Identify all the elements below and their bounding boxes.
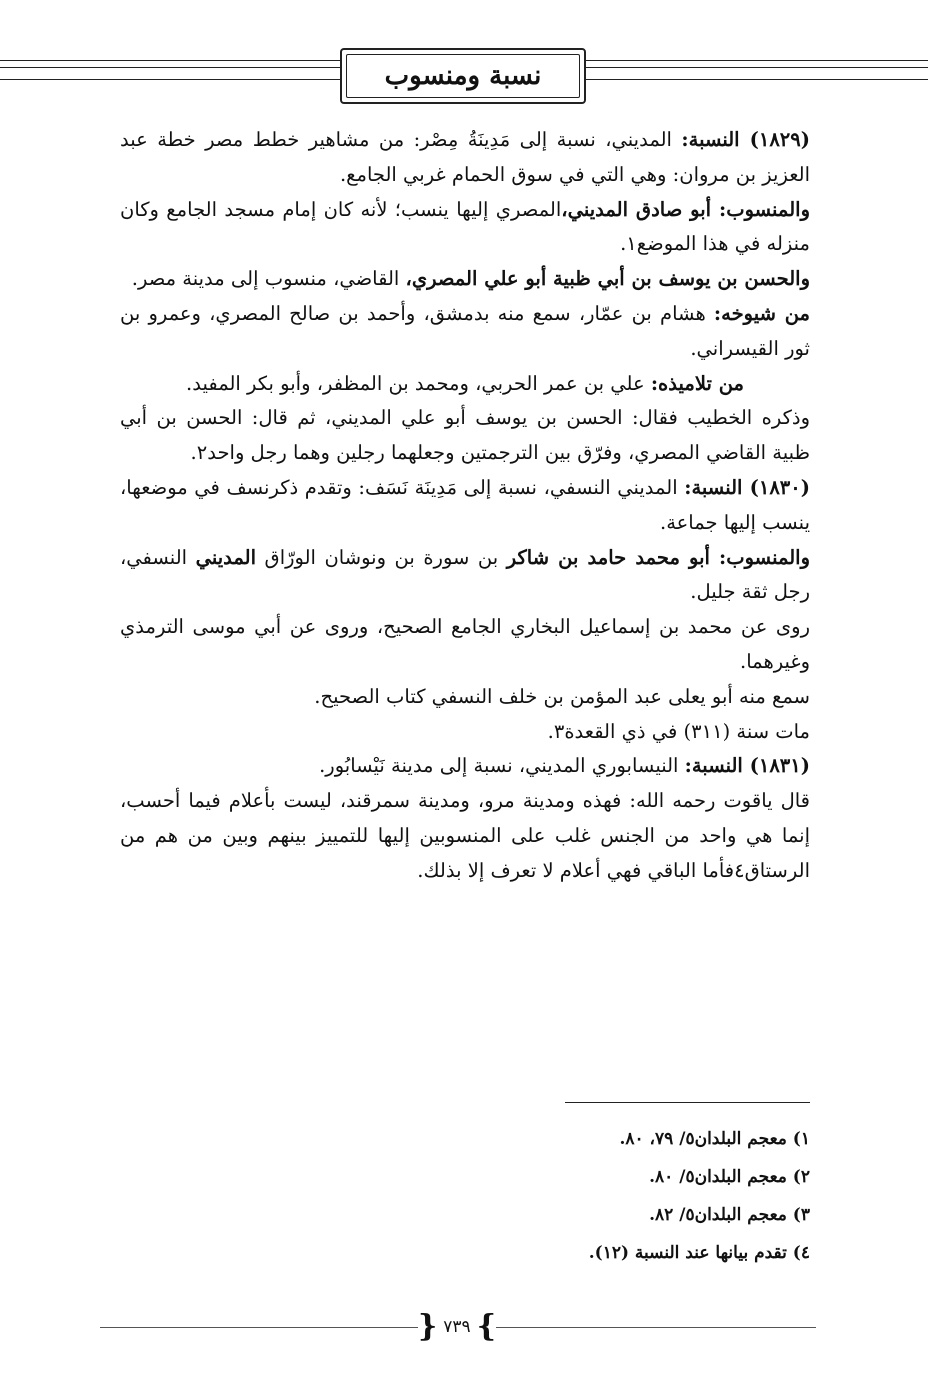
text-segment: المصري إليها ينسب؛ لأنه كان إمام مسجد الجامع وكان منزله في هذا الموضع١. — [120, 197, 810, 256]
text-segment: بن سورة بن ونوشان الورّاق — [256, 545, 507, 569]
paragraph-p3 — [120, 262, 810, 297]
paragraph-p4 — [120, 297, 810, 367]
paragraph-p12 — [120, 749, 810, 784]
running-title: نسبة ومنسوب — [346, 54, 580, 98]
running-title-box — [340, 48, 586, 104]
text-segment: وذكره الخطيب فقال: الحسن بن يوسف أبو علي المديني، ثم قال: الحسن بن أبي ظبية القاضي المصري، وفرّق بين الترجمتين وجعلهما رجلين وهما رجل واحد٢. — [120, 406, 810, 465]
footer-rule-right — [496, 1327, 816, 1328]
footnote-separator — [565, 1102, 810, 1103]
text-segment: هشام بن عمّار، سمع منه بدمشق، وأحمد بن صالح المصري، وعمرو بن ثور القيسراني. — [120, 301, 810, 360]
footnote-item: ٤) تقدم بيانها عند النسبة (١٢). — [588, 1243, 810, 1263]
paragraph-p6 — [120, 401, 810, 471]
paragraph-p13 — [120, 784, 810, 888]
main-text — [120, 123, 810, 889]
text-segment: المديني، نسبة إلى مَدِينَةُ مِصْر: من مشاهير خطط مصر خطة عبد العزيز بن مروان: وهي التي في سوق الحمام غربي الجامع. — [120, 128, 810, 186]
footer-rule-left — [100, 1327, 418, 1328]
paragraph-p5 — [120, 367, 810, 402]
paragraph-p10 — [120, 680, 810, 715]
bold-label: (١٨٣١) النسبة: — [684, 754, 810, 778]
paragraph-p7 — [120, 471, 810, 541]
footnote-item: ١) معجم البلدان٥/ ٧٩، ٨٠. — [619, 1129, 810, 1149]
text-segment: مات سنة (٣١١) في ذي القعدة٣. — [547, 719, 810, 743]
bold-label: والحسن بن يوسف بن أبي ظبية أبو علي المصري، — [405, 267, 810, 291]
paragraph-p8 — [120, 541, 810, 611]
bold-label: (١٨٢٩) النسبة: — [681, 128, 810, 151]
footnote-item: ٣) معجم البلدان٥/ ٨٢. — [649, 1205, 810, 1225]
bold-label: والمنسوب: أبو محمد حامد بن شاكر — [506, 545, 811, 569]
text-segment: النيسابوري المديني، نسبة إلى مدينة نَيْسابُور. — [319, 754, 685, 778]
bold-label: والمنسوب: أبو صادق المديني، — [561, 197, 810, 221]
bold-label: من شيوخه: — [713, 301, 810, 325]
text-segment: النسفي، رجل ثقة جليل. — [120, 545, 810, 604]
text-segment: روى عن محمد بن إسماعيل البخاري الجامع الصحيح، وروى عن أبي موسى الترمذي وغيرهما. — [120, 615, 810, 673]
text-segment: القاضي، منسوب إلى مدينة مصر. — [131, 267, 406, 291]
bold-label: من تلاميذه: — [650, 371, 744, 395]
paragraph-p2 — [120, 193, 810, 263]
bold-label: المديني — [195, 545, 257, 569]
paragraph-p11 — [120, 715, 810, 750]
footnote-item: ٢) معجم البلدان٥/ ٨٠. — [649, 1167, 810, 1187]
footnotes — [120, 1120, 810, 1272]
text-segment: قال ياقوت رحمه الله: فهذه ومدينة مرو، ومدينة سمرقند، ليست بأعلام فيما أحسب، إنما هي واحد من الجنس غلب على المنسوبين إليها للتمييز بينهم وبين من هم من الرستاق٤فأما الباقي فهي أعلام لا تعرف إلا بذلك. — [120, 789, 810, 882]
bold-label: (١٨٣٠) النسبة: — [684, 475, 810, 499]
header-rule-right — [586, 60, 928, 80]
header-rule-left — [0, 60, 340, 80]
text-segment: علي بن عمر الحربي، ومحمد بن المظفر، وأبو بكر المفيد. — [186, 371, 651, 395]
paragraph-p9 — [120, 610, 810, 680]
text-segment: سمع منه أبو يعلى عبد المؤمن بن خلف النسفي كتاب الصحيح. — [314, 684, 810, 708]
page-number: ٧٣٩ — [443, 1317, 471, 1337]
page-number-box: } ٧٣٩ { — [418, 1309, 496, 1344]
paragraph-p1 — [120, 123, 810, 193]
text-segment: المديني النسفي، نسبة إلى مَدِينَة نَسَف: وتقدم ذكرنسف في موضعها، ينسب إليها جماعة. — [120, 475, 810, 534]
